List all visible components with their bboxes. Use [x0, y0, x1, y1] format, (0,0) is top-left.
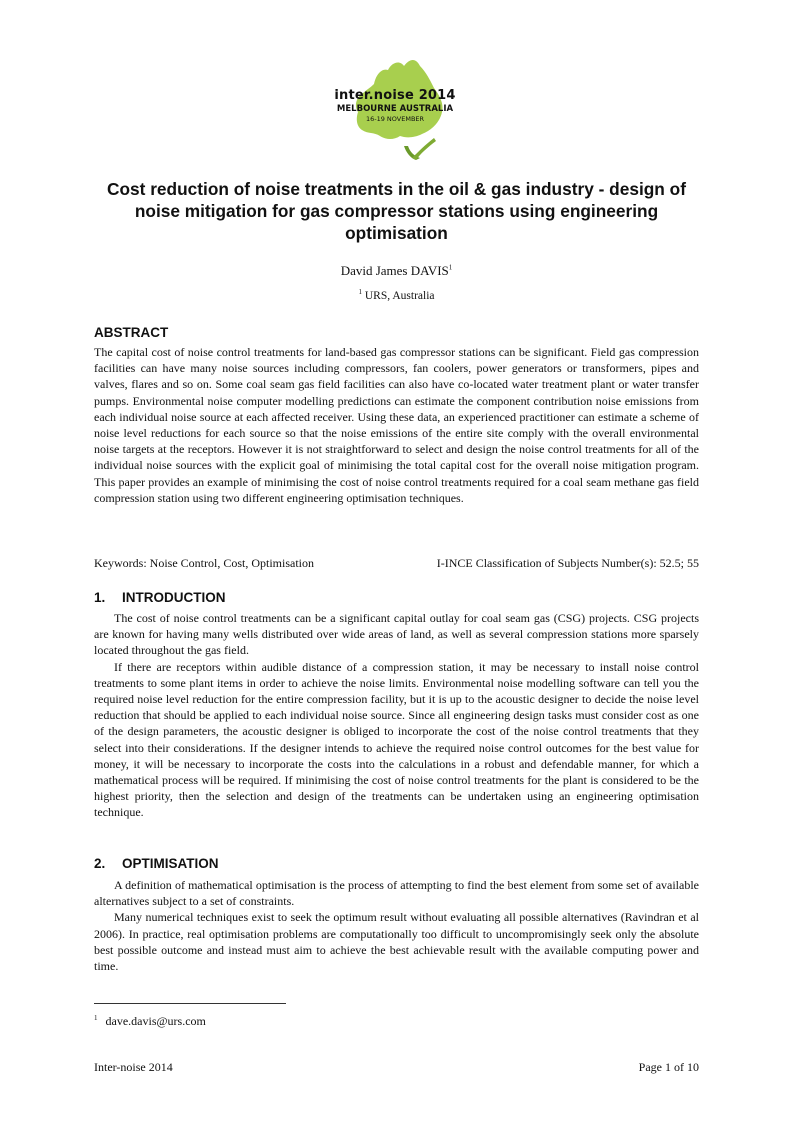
conference-logo [330, 46, 460, 166]
logo-title: inter.noise 2014 [334, 88, 456, 103]
section-number: 1. [94, 590, 106, 605]
affiliation-text: URS, Australia [364, 290, 435, 302]
classification: I-INCE Classification of Subjects Number(s): 52.5; 55 [436, 556, 699, 570]
section-heading-optimisation [94, 856, 219, 871]
section-title: INTRODUCTION [122, 590, 226, 605]
abstract-text: The capital cost of noise control treatments for land-based gas compressor stations can be significant. Field gas compression facilities can have many noise sources including compressors, fan coolers, power generators or transformers, pipes and valves, flares and so on. Some coal seam gas field facilities can also have co-located water treatment plant or water transfer pumps. Environmental noise computer modelling predictions can estimate the component contribution noise emissions from each individual noise source at each affected receiver. Using these data, an experienced practitioner can estimate a scheme of noise level reductions for each source so that the noise emissions of the entire site comply with the overall environmental noise targets at the receptors. However it is not straightforward to select and design the noise control treatments for all of the individual noise sources with the explicit goal of minimising the total capital cost for the overall noise mitigation program. This paper provides an example of minimising the cost of noise control treatments required for a coal seam methane gas field compression station using two different engineering optimisation techniques. [94, 345, 699, 505]
logo-dates: 16-19 NOVEMBER [365, 115, 425, 123]
author-mark: 1 [448, 263, 453, 272]
abstract-body [94, 344, 699, 506]
footnote-mark: 1 [94, 1014, 98, 1022]
footer-conference: Inter-noise 2014 [94, 1060, 173, 1074]
section-number: 2. [94, 856, 106, 871]
paragraph: If there are receptors within audible distance of a compression station, it may be necessary to install noise control treatments to some plant items in order to achieve the noise limits. Environmental noise modelling software can tell you the required noise level reduction for the entire compression facility, but it is up to the acoustic designer to decide the noise level reduction that should be applied to each individual noise source. Since all engineering design tasks must consider cost as one of the design parameters, the acoustic designer is obliged to incorporate the cost of the noise control treatments that they select into their considerations. If the designer intends to achieve the required noise control outcomes for the best value for money, it will be necessary to incorporate the costs into the calculations in a robust and defendable manner, for which a mathematical process will be required. If minimising the cost of noise control treatments for the plant is considered to be the highest priority, then the selection and design of the treatments can be undertaken using an engineering optimisation technique. [94, 659, 699, 820]
paper-title: Cost reduction of noise treatments in the oil & gas industry - design of noise mitigation for gas compressor stations using engineering optimisation [107, 179, 686, 243]
footnote [94, 1014, 206, 1029]
section-heading-introduction [94, 590, 226, 605]
paragraph: Many numerical techniques exist to seek the optimum result without evaluating all possible alternatives (Ravindran et al 2006). In practice, real optimisation problems are computationally too difficult to uncompromisingly seek only the absolute best possible outcome and instead must aim to achieve the best achievable result with the available computing power and time. [94, 910, 699, 974]
logo-location: MELBOURNE AUSTRALIA [336, 104, 454, 114]
footer-page-number: Page 1 of 10 [638, 1060, 699, 1074]
keywords: Keywords: Noise Control, Cost, Optimisation [94, 556, 314, 570]
affiliation-line [0, 290, 793, 302]
optimisation-body [94, 877, 699, 974]
footnote-divider [94, 1003, 286, 1004]
author-line [0, 263, 793, 279]
paragraph: The cost of noise control treatments can be a significant capital outlay for coal seam gas (CSG) projects. CSG projects are known for having many wells distributed over wide areas of land, as well as several compression stations more sparsely located throughout the gas field. [94, 611, 699, 658]
abstract-heading: ABSTRACT [94, 325, 169, 340]
footnote-email: dave.davis@urs.com [105, 1014, 206, 1028]
introduction-body [94, 610, 699, 821]
section-title: OPTIMISATION [122, 856, 219, 871]
affiliation-mark: 1 [358, 288, 362, 297]
paragraph: A definition of mathematical optimisation is the process of attempting to find the best element from some set of available alternatives subject to a set of constraints. [94, 878, 699, 909]
author-name: David James DAVIS [340, 263, 449, 278]
